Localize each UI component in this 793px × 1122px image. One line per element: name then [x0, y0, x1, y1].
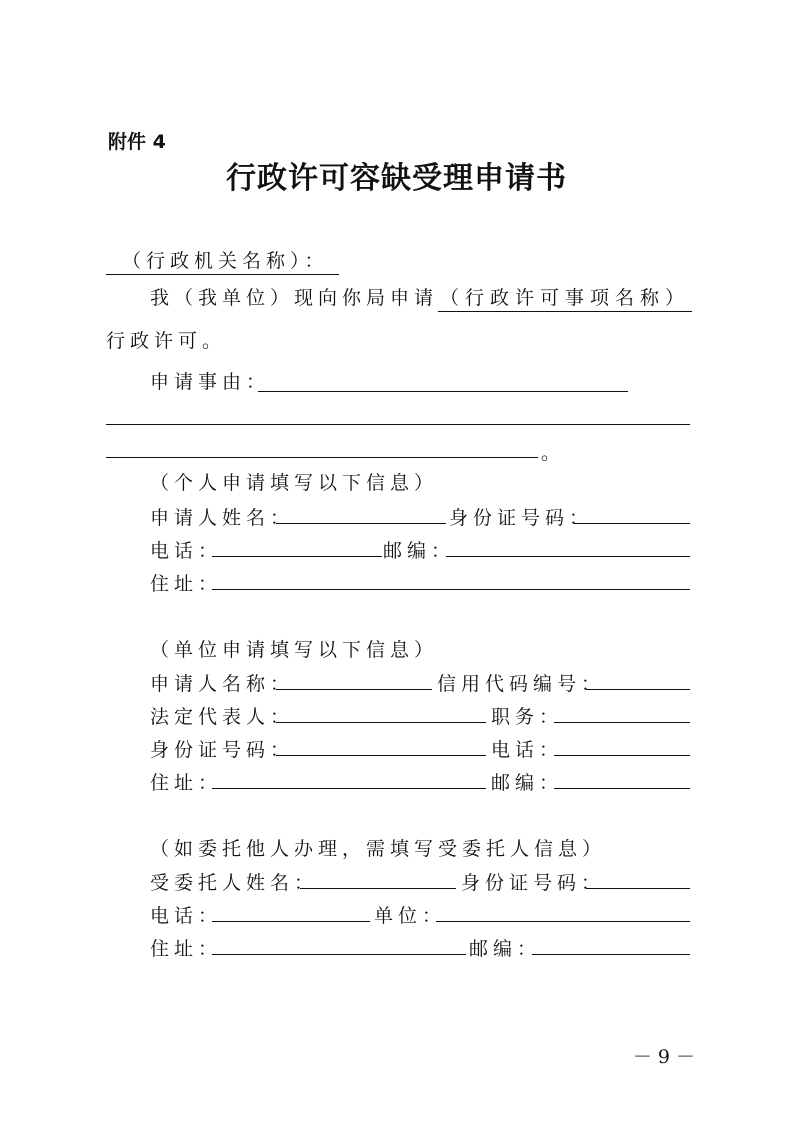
org-credit-code-field[interactable]: [586, 689, 690, 690]
org-id-field[interactable]: [276, 755, 486, 756]
attachment-label: 附件 4: [108, 131, 166, 153]
org-position-field[interactable]: [554, 722, 690, 723]
individual-heading: （个人申请填写以下信息）: [150, 472, 439, 494]
agent-phone-field[interactable]: [212, 921, 370, 922]
addressee: [106, 249, 339, 275]
org-postcode-label: 邮编：: [491, 772, 564, 794]
individual-address-label: 住址：: [150, 573, 223, 595]
intro-suffix: 行政许可。: [106, 330, 227, 352]
agent-address-field[interactable]: [212, 954, 466, 955]
individual-id-label: 身份证号码：: [449, 507, 594, 529]
agent-name-field[interactable]: [300, 888, 456, 889]
org-name-label: 申请人名称：: [150, 673, 295, 695]
page-title: 行政许可容缺受理申请书: [226, 161, 567, 196]
org-legal-rep-field[interactable]: [276, 722, 486, 723]
individual-postcode-field[interactable]: [446, 556, 690, 557]
org-postcode-field[interactable]: [554, 788, 690, 789]
reason-label: 申请事由：: [150, 371, 271, 393]
item-name-blank: （行政许可事项名称）: [438, 286, 692, 312]
page-number: － 9 －: [632, 1046, 695, 1068]
agent-id-field[interactable]: [586, 888, 690, 889]
individual-name-field[interactable]: [276, 523, 446, 524]
addressee-blank: （行政机关名称）：: [106, 249, 339, 275]
agent-unit-label: 单位：: [374, 905, 447, 927]
org-address-field[interactable]: [212, 788, 486, 789]
reason-field-3[interactable]: [106, 457, 538, 458]
agent-address-label: 住址：: [150, 938, 223, 960]
reason-field-1[interactable]: [258, 391, 628, 392]
org-name-field[interactable]: [276, 689, 432, 690]
org-credit-code-label: 信用代码编号：: [437, 673, 606, 695]
agent-postcode-field[interactable]: [532, 954, 690, 955]
intro-prefix: 我（我单位）现向你局申请: [150, 287, 439, 309]
org-id-label: 身份证号码：: [150, 739, 295, 761]
org-phone-field[interactable]: [554, 755, 690, 756]
org-address-label: 住址：: [150, 772, 223, 794]
org-phone-label: 电话：: [491, 739, 564, 761]
agent-heading: （如委托他人办理，需填写受委托人信息）: [150, 838, 607, 860]
reason-field-2[interactable]: [106, 424, 690, 425]
individual-id-field[interactable]: [574, 523, 690, 524]
individual-name-label: 申请人姓名：: [150, 507, 295, 529]
agent-phone-label: 电话：: [150, 905, 223, 927]
agent-id-label: 身份证号码：: [461, 872, 606, 894]
individual-postcode-label: 邮编：: [383, 540, 456, 562]
intro-line: [150, 286, 692, 312]
agent-postcode-label: 邮编：: [469, 938, 542, 960]
reason-end-mark: 。: [541, 442, 566, 464]
individual-phone-label: 电话：: [150, 540, 223, 562]
organization-heading: （单位申请填写以下信息）: [150, 639, 439, 661]
org-legal-rep-label: 法定代表人：: [150, 706, 295, 728]
individual-phone-field[interactable]: [212, 556, 382, 557]
individual-address-field[interactable]: [212, 589, 690, 590]
agent-unit-field[interactable]: [436, 921, 690, 922]
agent-name-label: 受委托人姓名：: [150, 872, 319, 894]
org-position-label: 职务：: [491, 706, 564, 728]
